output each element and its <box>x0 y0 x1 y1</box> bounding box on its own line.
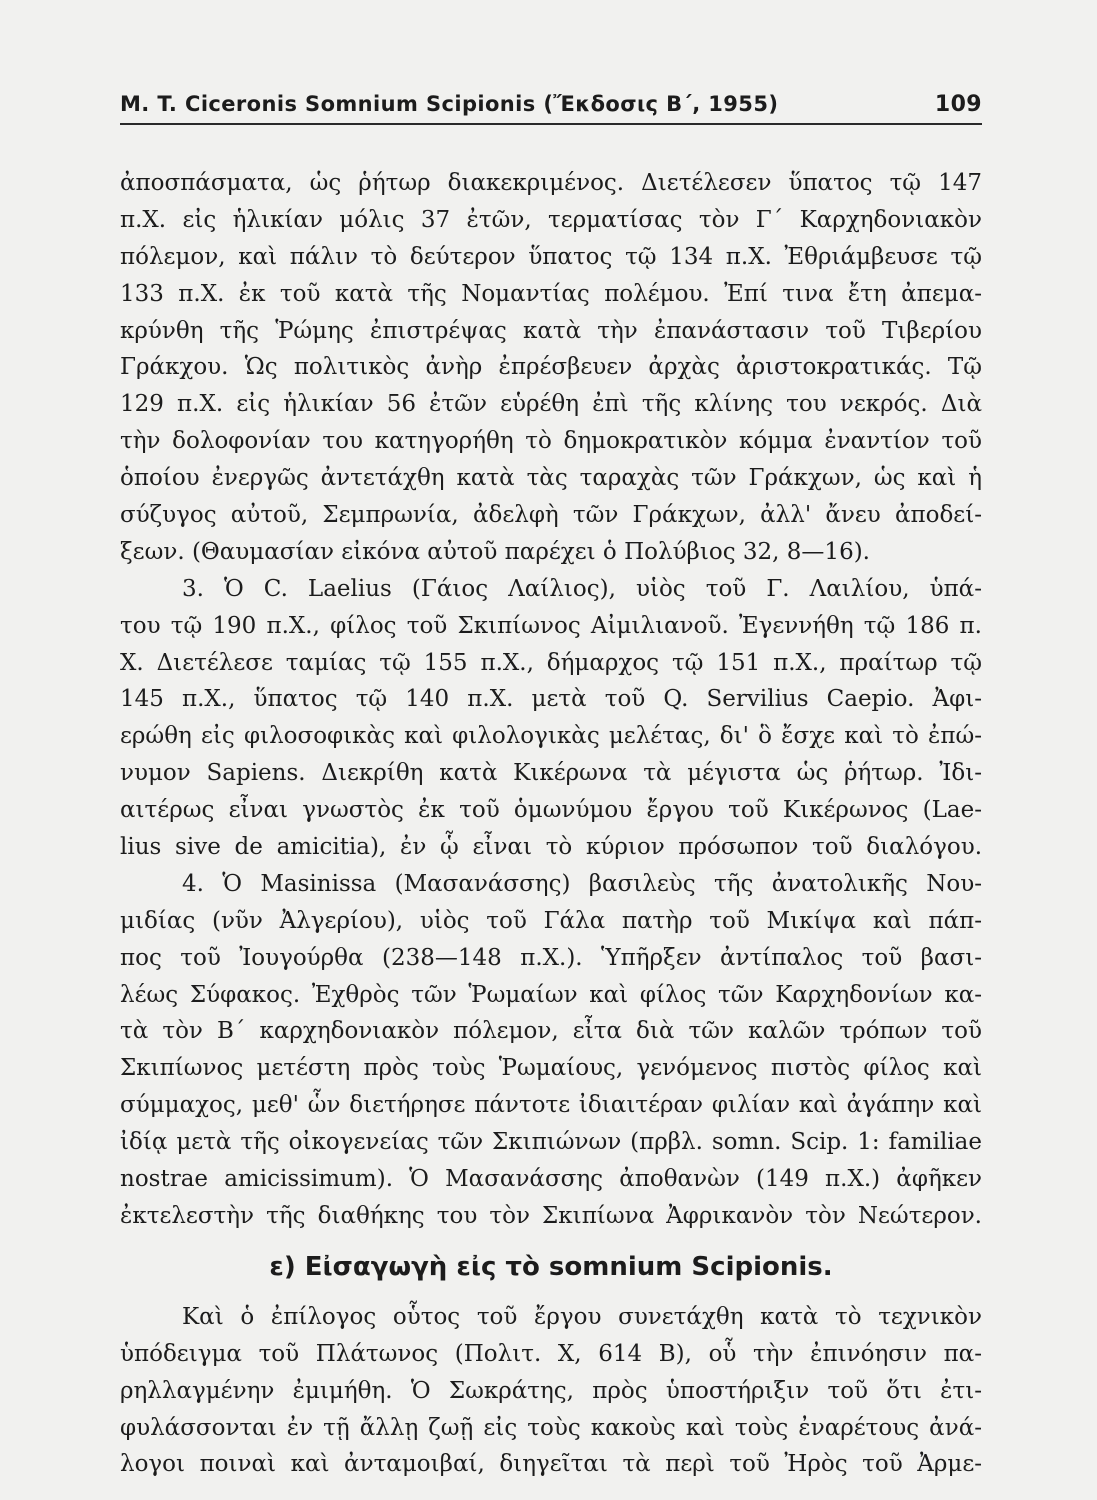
body-text <box>120 165 982 1483</box>
paragraph-laelius <box>120 571 982 866</box>
text-line: του τῷ 190 π.Χ., φίλος τοῦ Σκιπίωνος Αἰμιλιανοῦ. Ἐγεννήθη τῷ 186 π. <box>120 612 982 639</box>
text-line: 129 π.Χ. εἰς ἡλικίαν 56 ἐτῶν εὑρέθη ἐπὶ τῆς κλίνης του νεκρός. Διὰ <box>120 391 982 418</box>
text-line: 145 π.Χ., ὕπατος τῷ 140 π.Χ. μετὰ τοῦ Q. Servilius Caepio. Ἀφι- <box>120 686 982 713</box>
text-line: Σκιπίωνος μετέστη πρὸς τοὺς Ῥωμαίους, γενόμενος πιστὸς φίλος καὶ <box>120 1055 982 1082</box>
text-line: μιδίας (νῦν Ἀλγερίου), υἱὸς τοῦ Γάλα πατὴρ τοῦ Μικίψα καὶ πάπ- <box>120 907 982 934</box>
text-line: τὰ τὸν Β΄ καρχηδονιακὸν πόλεμον, εἶτα διὰ τῶν καλῶν τρόπων τοῦ <box>120 1018 982 1045</box>
text-line: ξεων. (Θαυμασίαν εἰκόνα αὐτοῦ παρέχει ὁ Πολύβιος 32, 8—16). <box>120 538 870 565</box>
text-line: ὁποίου ἐνεργῶς ἀντετάχθη κατὰ τὰς ταραχὰς τῶν Γράκχων, ὡς καὶ ἡ <box>120 465 982 492</box>
text-line: λέως Σύφακος. Ἐχθρὸς τῶν Ῥωμαίων καὶ φίλος τῶν Καρχηδονίων κα- <box>120 981 982 1008</box>
text-line: 133 π.Χ. ἐκ τοῦ κατὰ τῆς Νομαντίας πολέμου. Ἐπί τινα ἔτη ἀπεμα- <box>120 280 982 307</box>
text-line: ἀποσπάσματα, ὡς ῥήτωρ διακεκριμένος. Διετέλεσεν ὕπατος τῷ 147 <box>120 170 982 196</box>
text-line: nostrae amicissimum). Ὁ Μασανάσσης ἀποθανὼν (149 π.Χ.) ἀφῆκεν <box>120 1166 982 1193</box>
text-line: 4. Ὁ Masinissa (Μασανάσσης) βασιλεὺς τῆς ἀνατολικῆς Νου- <box>182 870 982 897</box>
text-line: νυμον Sapiens. Διεκρίθη κατὰ Κικέρωνα τὰ μέγιστα ὡς ῥήτωρ. Ἰδι- <box>120 760 982 787</box>
text-line: κρύνθη τῆς Ῥώμης ἐπιστρέψας κατὰ τὴν ἐπανάστασιν τοῦ Τιβερίου <box>120 317 982 344</box>
text-line: Γράκχου. Ὡς πολιτικὸς ἀνὴρ ἐπρέσβευεν ἀρχὰς ἀριστοκρατικάς. Τῷ <box>120 354 982 381</box>
paragraph-cato-continued <box>120 165 982 571</box>
text-line: ἰδίᾳ μετὰ τῆς οἰκογενείας τῶν Σκιπιώνων (πρβλ. somn. Scip. 1: familiae <box>120 1129 982 1156</box>
text-line: Καὶ ὁ ἐπίλογος οὗτος τοῦ ἔργου συνετάχθη κατὰ τὸ τεχνικὸν <box>182 1303 982 1330</box>
text-line: σύζυγος αὐτοῦ, Σεμπρωνία, ἀδελφὴ τῶν Γράκχων, ἀλλ' ἄνευ ἀποδεί- <box>120 502 982 529</box>
text-line: πόλεμον, καὶ πάλιν τὸ δεύτερον ὕπατος τῷ 134 π.Χ. Ἐθριάμβευσε τῷ <box>120 243 982 270</box>
page-number: 109 <box>934 92 982 117</box>
text-line: ρηλλαγμένην ἐμιμήθη. Ὁ Σωκράτης, πρὸς ὑποστήριξιν τοῦ ὅτι ἐτι- <box>120 1377 982 1404</box>
text-line: 3. Ὁ C. Laelius (Γάιος Λαίλιος), υἱὸς τοῦ Γ. Λαιλίου, ὑπά- <box>182 575 982 602</box>
book-page <box>120 92 982 1483</box>
text-line: lius sive de amicitia), ἐν ᾧ εἶναι τὸ κύριον πρόσωπον τοῦ διαλόγου. <box>120 834 982 861</box>
paragraph-masinissa <box>120 866 982 1235</box>
text-line: φυλάσσονται ἐν τῇ ἄλλῃ ζωῇ εἰς τοὺς κακοὺς καὶ τοὺς ἐναρέτους ἀνά- <box>120 1414 982 1441</box>
text-line: αιτέρως εἶναι γνωστὸς ἐκ τοῦ ὁμωνύμου ἔργου τοῦ Κικέρωνος (Lae- <box>120 797 982 824</box>
header-title: M. T. Ciceronis Somnium Scipionis (Ἔκδοσις Β΄, 1955) <box>120 92 779 116</box>
text-line: σύμμαχος, μεθ' ὧν διετήρησε πάντοτε ἰδιαιτέραν φιλίαν καὶ ἀγάπην καὶ <box>120 1092 982 1119</box>
text-line: πος τοῦ Ἰουγούρθα (238—148 π.Χ.). Ὑπῆρξεν ἀντίπαλος τοῦ βασι- <box>120 944 982 971</box>
text-line: λογοι ποιναὶ καὶ ἀνταμοιβαί, διηγεῖται τὰ περὶ τοῦ Ἠρὸς τοῦ Ἀρμε- <box>120 1451 982 1478</box>
text-line: ερώθη εἰς φιλοσοφικὰς καὶ φιλολογικὰς μελέτας, δι' ὃ ἔσχε καὶ τὸ ἐπώ- <box>120 723 982 750</box>
text-line: Χ. Διετέλεσε ταμίας τῷ 155 π.Χ., δήμαρχος τῷ 151 π.Χ., πραίτωρ τῷ <box>120 649 982 676</box>
running-header <box>120 92 982 125</box>
text-line: τὴν δολοφονίαν του κατηγορήθη τὸ δημοκρατικὸν κόμμα ἐναντίον τοῦ <box>120 428 982 455</box>
section-heading: ε) Εἰσαγωγὴ εἰς τὸ somnium Scipionis. <box>269 1251 833 1282</box>
text-line: π.Χ. εἰς ἡλικίαν μόλις 37 ἐτῶν, τερματίσας τὸν Γ΄ Καρχηδονιακὸν <box>120 206 982 233</box>
text-line: ὑπόδειγμα τοῦ Πλάτωνος (Πολιτ. Χ, 614 Β), οὗ τὴν ἐπινόησιν πα- <box>120 1340 982 1367</box>
text-line: ἐκτελεστὴν τῆς διαθήκης του τὸν Σκιπίωνα Ἀφρικανὸν τὸν Νεώτερον. <box>120 1202 982 1229</box>
paragraph-introduction <box>120 1299 982 1483</box>
